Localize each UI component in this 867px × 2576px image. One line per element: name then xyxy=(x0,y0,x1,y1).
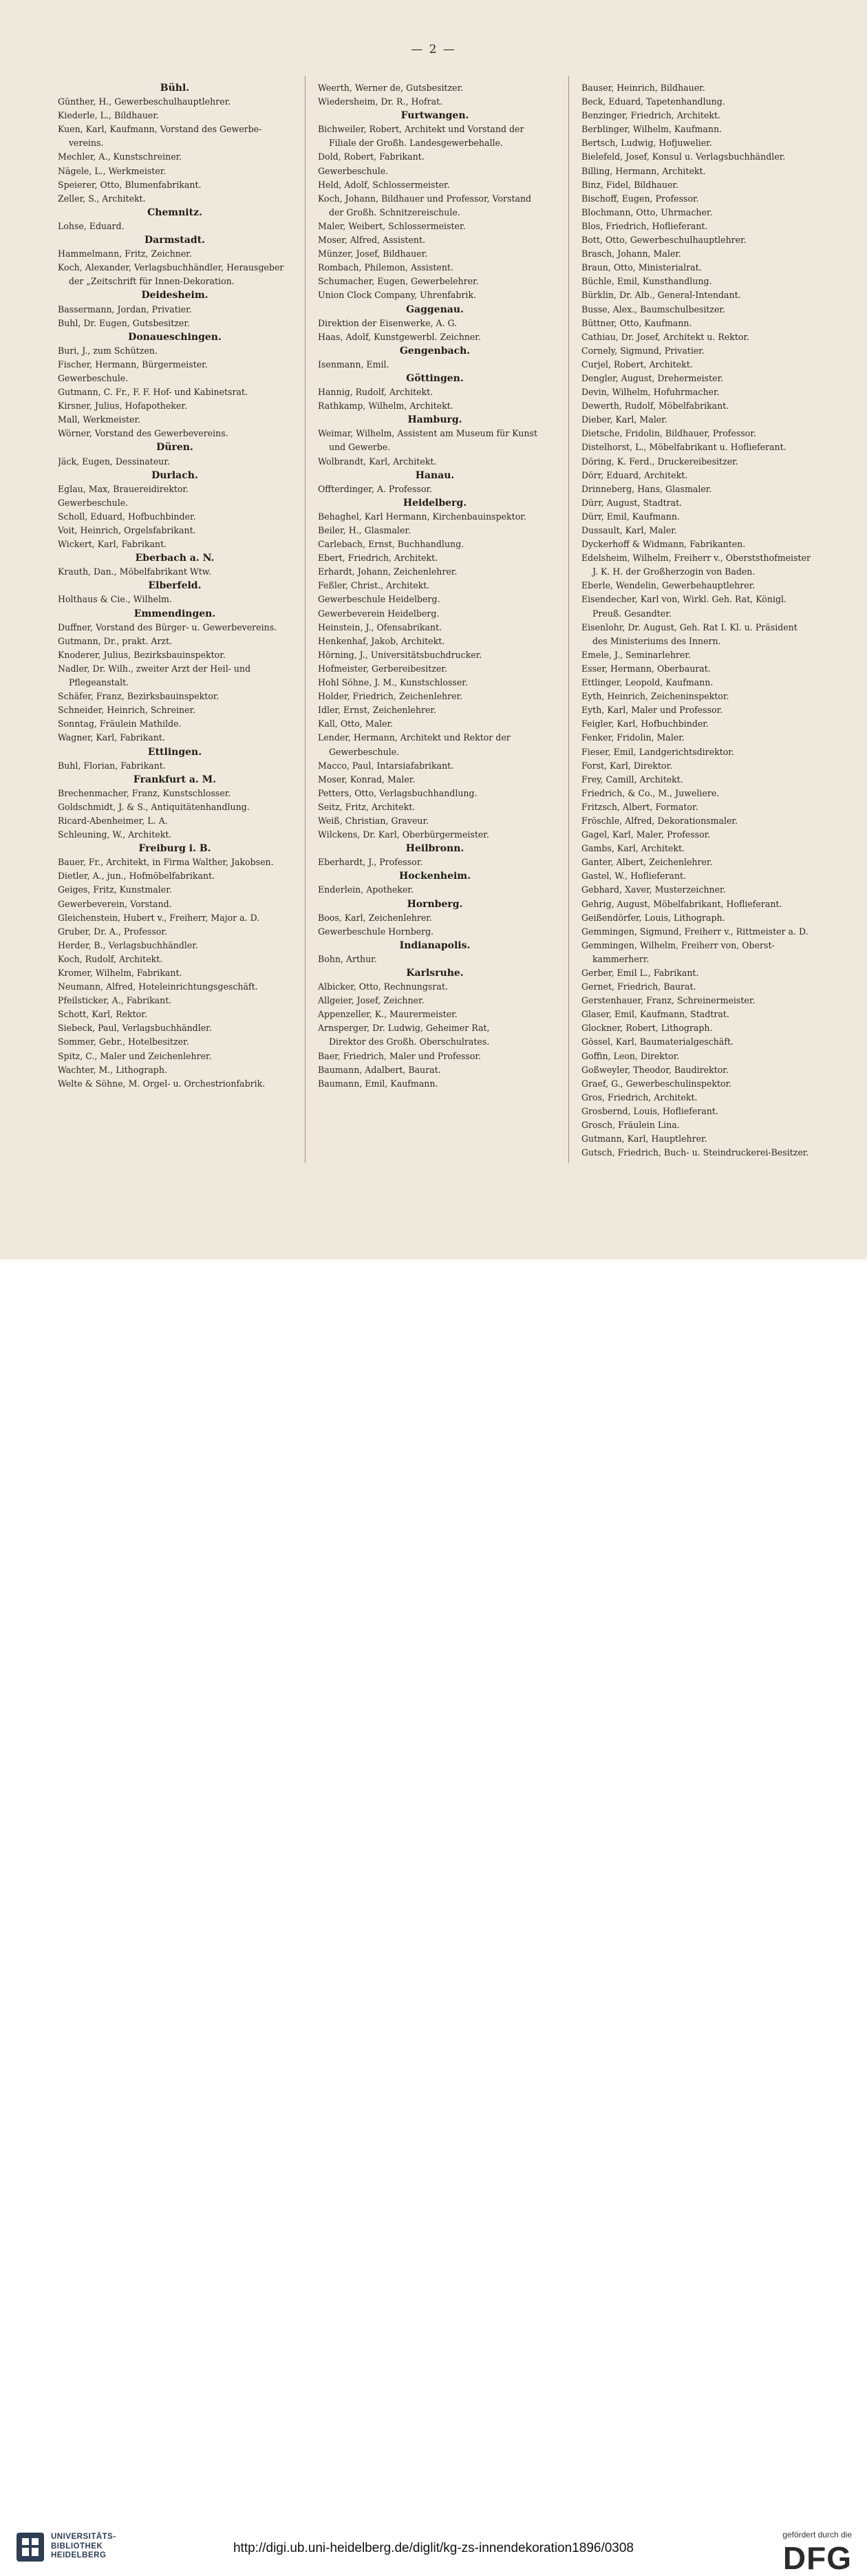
directory-entry: Benzinger, Friedrich, Architekt. xyxy=(581,110,721,121)
directory-entry: Held, Adolf, Schlossermeister. xyxy=(318,179,450,190)
directory-entry: Buhl, Dr. Eugen, Gutsbesitzer. xyxy=(58,317,190,328)
directory-entry: Knoderer, Julius, Bezirksbauinspektor. xyxy=(58,649,226,660)
column-rule xyxy=(305,76,306,1163)
directory-entry: Appenzeller, K., Maurermeister. xyxy=(318,1009,458,1020)
directory-entry: Haas, Adolf, Kunstgewerbl. Zeichner. xyxy=(318,331,481,342)
directory-entry: Behaghel, Karl Hermann, Kirchenbauinspektor. xyxy=(318,511,526,522)
directory-entry: Boos, Karl, Zeichenlehrer. xyxy=(318,912,432,923)
column-2 xyxy=(318,81,552,1091)
directory-entry: Rathkamp, Wilhelm, Architekt. xyxy=(318,401,453,412)
directory-entry: Brechenmacher, Franz, Kunstschlosser. xyxy=(58,787,231,798)
directory-entry: Gewerbeverein Heidelberg. xyxy=(318,608,440,619)
directory-entry: Cathiau, Dr. Josef, Architekt u. Rektor. xyxy=(581,331,750,342)
directory-entry: Bott, Otto, Gewerbeschulhauptlehrer. xyxy=(581,235,747,246)
directory-entry: Wiedersheim, Dr. R., Hofrat. xyxy=(318,96,443,107)
directory-entry: Fritzsch, Albert, Formator. xyxy=(581,801,698,812)
directory-entry: Gewerbeschule. xyxy=(58,497,129,508)
directory-entry: Gemmingen, Sigmund, Freiherr v., Rittmeister a. D. xyxy=(581,926,809,937)
directory-entry: Esser, Hermann, Oberbaurat. xyxy=(581,663,711,674)
city-heading: Furtwangen. xyxy=(400,110,469,122)
directory-entry: Fenker, Fridolin, Maler. xyxy=(581,732,685,743)
directory-entry: Gagel, Karl, Maler, Professor. xyxy=(581,829,711,840)
directory-entry: Kiederle, L., Bildhauer. xyxy=(58,110,159,121)
directory-entry: und Gewerbe. xyxy=(318,442,391,453)
directory-entry: Münzer, Josef, Bildhauer. xyxy=(318,248,428,259)
directory-entry: Scholl, Eduard, Hofbuchbinder. xyxy=(58,511,196,522)
directory-entry: Siebeck, Paul, Verlagsbuchhändler. xyxy=(58,1023,212,1034)
city-heading: Heidelberg. xyxy=(403,497,467,509)
city-heading: Donaueschingen. xyxy=(128,331,222,343)
directory-entry: Isenmann, Emil. xyxy=(318,359,389,370)
directory-entry: Ebert, Friedrich, Architekt. xyxy=(318,553,438,564)
directory-entry: Idler, Ernst, Zeichenlehrer. xyxy=(318,705,437,716)
directory-entry: Schleuning, W., Architekt. xyxy=(58,829,172,840)
directory-entry: Emele, J., Seminarlehrer. xyxy=(581,649,691,660)
directory-entry: Dold, Robert, Fabrikant. xyxy=(318,151,425,162)
directory-entry: Dietler, A., jun., Hofmöbelfabrikant. xyxy=(58,871,215,882)
directory-entry: Koch, Rudolf, Architekt. xyxy=(58,953,163,964)
directory-entry: Feigler, Karl, Hofbuchbinder. xyxy=(581,718,709,730)
directory-entry: Grosch, Fräulein Lina. xyxy=(581,1120,680,1131)
directory-entry: Friedrich, & Co., M., Juweliere. xyxy=(581,787,720,798)
directory-entry: Gernet, Friedrich, Baurat. xyxy=(581,981,696,992)
directory-entry: Preuß. Gesandter. xyxy=(581,608,672,619)
city-heading: Karlsruhe. xyxy=(406,968,464,979)
directory-entry: Dyckerhoff & Widmann, Fabrikanten. xyxy=(581,539,746,550)
directory-entry: Bauer, Fr., Architekt, in Firma Walther, Jakobsen. xyxy=(58,857,274,868)
directory-entry: Gerstenhauer, Franz, Schreinermeister. xyxy=(581,995,756,1006)
directory-entry: Beiler, H., Glasmaler. xyxy=(318,525,411,535)
city-heading: Ettlingen. xyxy=(147,746,202,758)
directory-entry: Petters, Otto, Verlagsbuchhandlung. xyxy=(318,787,478,798)
directory-entry: Baumann, Adalbert, Baurat. xyxy=(318,1064,441,1075)
directory-entry: Union Clock Company, Uhrenfabrik. xyxy=(318,290,477,301)
directory-entry: Gutmann, Karl, Hauptlehrer. xyxy=(581,1133,707,1145)
directory-entry: Gewerbeschule Heidelberg. xyxy=(318,594,440,605)
city-heading: Hanau. xyxy=(415,469,455,481)
directory-entry: Eberle, Wendelin, Gewerbehauptlehrer. xyxy=(581,580,756,591)
directory-entry: Allgeier, Josef, Zeichner. xyxy=(318,995,425,1006)
viewer-footer xyxy=(0,1259,867,2576)
directory-entry: Ettlinger, Leopold, Kaufmann. xyxy=(581,677,714,688)
directory-entry: Bichweiler, Robert, Architekt und Vorstand der xyxy=(318,124,524,135)
directory-entry: Kall, Otto, Maler. xyxy=(318,718,394,730)
directory-entry: Eyth, Karl, Maler und Professor. xyxy=(581,705,723,716)
directory-entry: Gutsch, Friedrich, Buch- u. Steindruckerei-Besitzer. xyxy=(581,1147,809,1158)
directory-entry: Neumann, Alfred, Hoteleinrichtungsgeschäft. xyxy=(58,981,258,992)
directory-entry: J. K. H. der Großherzogin von Baden. xyxy=(581,566,756,577)
directory-entry: Seitz, Fritz, Architekt. xyxy=(318,801,416,812)
city-heading: Gaggenau. xyxy=(406,304,464,315)
directory-entry: Holthaus & Cie., Wilhelm. xyxy=(58,594,172,605)
directory-entry: Dewerth, Rudolf, Möbelfabrikant. xyxy=(581,401,729,412)
directory-entry: Glockner, Robert, Lithograph. xyxy=(581,1023,713,1034)
directory-entry: Graef, G., Gewerbeschulinspektor. xyxy=(581,1078,732,1089)
directory-entry: Jäck, Eugen, Dessinateur. xyxy=(58,456,170,467)
city-heading: Heilbronn. xyxy=(405,843,464,855)
directory-entry: vereins. xyxy=(58,138,104,149)
directory-entry: Lohse, Eduard. xyxy=(58,220,125,231)
directory-entry: Gewerbeverein, Vorstand. xyxy=(58,898,172,909)
directory-entry: Krauth, Dan., Möbelfabrikant Wtw. xyxy=(58,566,212,577)
directory-entry: Blochmann, Otto, Uhrmacher. xyxy=(581,206,713,217)
directory-entry: Wachter, M., Lithograph. xyxy=(58,1064,167,1075)
directory-entry: Goffin, Leon, Direktor. xyxy=(581,1050,680,1061)
column-3 xyxy=(581,81,820,1160)
directory-entry: Gemmingen, Wilhelm, Freiherr von, Oberst- xyxy=(581,939,775,950)
directory-entry: Feßler, Christ., Architekt. xyxy=(318,580,430,591)
directory-entry: Ganter, Albert, Zeichenlehrer. xyxy=(581,857,713,868)
directory-entry: Dussault, Karl, Maler. xyxy=(581,525,677,535)
directory-entry: Gewerbeschule Hornberg. xyxy=(318,926,434,937)
directory-entry: Zeller, S., Architekt. xyxy=(58,193,146,204)
directory-entry: Weimar, Wilhelm, Assistent am Museum für Kunst xyxy=(318,428,537,439)
directory-entry: Wörner, Vorstand des Gewerbevereins. xyxy=(58,428,228,439)
directory-entry: Brasch, Johann, Maler. xyxy=(581,248,681,259)
directory-entry: Pflegeanstalt. xyxy=(58,677,129,688)
city-heading: Frankfurt a. M. xyxy=(133,774,217,785)
directory-entry: Schneider, Heinrich, Schreiner. xyxy=(58,705,196,716)
directory-entry: Kuen, Karl, Kaufmann, Vorstand des Gewerbe- xyxy=(58,124,262,135)
directory-entry: Busse, Alex., Baumschulbesitzer. xyxy=(581,304,726,315)
directory-entry: der „Zeitschrift für Innen-Dekoration. xyxy=(58,276,235,287)
directory-entry: der Großh. Schnitzereischule. xyxy=(318,206,460,217)
directory-entry: Gros, Friedrich, Architekt. xyxy=(581,1092,698,1103)
directory-entry: Dörr, Eduard, Architekt. xyxy=(581,469,688,480)
city-heading: Elberfeld. xyxy=(148,580,202,592)
city-heading: Göttingen. xyxy=(406,372,464,384)
directory-entry: Blos, Friedrich, Hoflieferant. xyxy=(581,220,708,231)
directory-entry: Erhardt, Johann, Zeichenlehrer. xyxy=(318,566,458,577)
directory-entry: Moser, Konrad, Maler. xyxy=(318,774,416,785)
directory-entry: Hofmeister, Gerbereibesitzer. xyxy=(318,663,447,674)
directory-entry: Kromer, Wilhelm, Fabrikant. xyxy=(58,968,182,978)
directory-entry: Dietsche, Fridolin, Bildhauer, Professor. xyxy=(581,428,756,439)
directory-entry: Gutmann, Dr., prakt. Arzt. xyxy=(58,635,173,646)
directory-entry: Forst, Karl, Direktor. xyxy=(581,760,673,771)
directory-entry: Schott, Karl, Rektor. xyxy=(58,1009,147,1020)
directory-entry: Heinstein, J., Ofensabrikant. xyxy=(318,621,442,632)
city-heading: Düren. xyxy=(156,442,193,454)
directory-entry: Arnsperger, Dr. Ludwig, Geheimer Rat, xyxy=(318,1023,490,1034)
city-heading: Bühl. xyxy=(160,83,190,94)
directory-entry: Goldschmidt, J. & S., Antiquitätenhandlung. xyxy=(58,801,250,812)
directory-entry: Bauser, Heinrich, Bildhauer. xyxy=(581,83,705,93)
directory-entry: Wickert, Karl, Fabrikant. xyxy=(58,539,167,550)
directory-entry: Gutmann, C. Fr., F. F. Hof- und Kabinetsrat. xyxy=(58,387,248,398)
directory-entry: Fröschle, Alfred, Dekorationsmaler. xyxy=(581,815,738,826)
directory-entry: Bertsch, Ludwig, Hofjuwelier. xyxy=(581,138,712,149)
library-line: HEIDELBERG xyxy=(51,2551,107,2559)
directory-entry: Gastel, W., Hoflieferant. xyxy=(581,871,687,882)
directory-entry: Sonntag, Fräulein Mathilde. xyxy=(58,718,182,730)
page-number: — 2 — xyxy=(411,43,456,56)
directory-entry: Albicker, Otto, Rechnungsrat. xyxy=(318,981,448,992)
directory-entry: Nägele, L., Werkmeister. xyxy=(58,165,167,176)
directory-entry: Mall, Werkmeister. xyxy=(58,414,141,425)
directory-entry: Wagner, Karl, Fabrikant. xyxy=(58,732,165,743)
directory-entry: Gleichenstein, Hubert v., Freiherr, Major a. D. xyxy=(58,912,260,923)
directory-entry: Spitz, C., Maler und Zeichenlehrer. xyxy=(58,1050,212,1061)
directory-entry: Grosbernd, Louis, Hoflieferant. xyxy=(581,1105,718,1116)
directory-entry: Devin, Wilhelm, Hofuhrmacher. xyxy=(581,387,720,398)
directory-entry: Eisendecher, Karl von, Wirkl. Geh. Rat, Königl. xyxy=(581,594,786,605)
directory-entry: Moser, Alfred, Assistent. xyxy=(318,235,425,246)
column-rule xyxy=(568,76,569,1163)
directory-entry: Baumann, Emil, Kaufmann. xyxy=(318,1078,438,1089)
directory-entry: Holder, Friedrich, Zeichenlehrer. xyxy=(318,691,463,702)
document-url[interactable]: http://digi.ub.uni-heidelberg.de/diglit/kg-zs-innendekoration1896/0308 xyxy=(233,2541,634,2555)
directory-entry: Bischoff, Eugen, Professor. xyxy=(581,193,699,204)
directory-entry: Koch, Alexander, Verlagsbuchhändler, Herausgeber xyxy=(58,262,284,273)
directory-entry: Gambs, Karl, Architekt. xyxy=(581,843,685,854)
directory-entry: Gewerbeschule. xyxy=(318,746,400,757)
directory-entry: Offterdinger, A. Professor. xyxy=(318,483,432,494)
directory-entry: Lender, Hermann, Architekt und Rektor der xyxy=(318,732,511,743)
directory-entry: Nadler, Dr. Wilh., zweiter Arzt der Heil- und xyxy=(58,663,251,674)
directory-entry: Billing, Hermann, Architekt. xyxy=(581,165,706,176)
city-heading: Chemnitz. xyxy=(147,206,202,218)
directory-entry: Braun, Otto, Ministerialrat. xyxy=(581,262,702,273)
directory-entry: Gehrig, August, Möbelfabrikant, Hoflieferant. xyxy=(581,898,782,909)
directory-entry: Cornely, Sigmund, Privatier. xyxy=(581,345,705,356)
directory-entry: Pfeilsticker, A., Fabrikant. xyxy=(58,995,172,1006)
directory-entry: Macco, Paul, Intarsiafabrikant. xyxy=(318,760,454,771)
city-heading: Darmstadt. xyxy=(144,235,205,246)
directory-entry: Gewerbeschule. xyxy=(318,165,389,176)
funder-caption: gefördert durch die xyxy=(782,2530,852,2540)
directory-entry: Dürr, Emil, Kaufmann. xyxy=(581,511,680,522)
directory-entry: Glaser, Emil, Kaufmann, Stadtrat. xyxy=(581,1009,729,1020)
directory-entry: Wilckens, Dr. Karl, Oberbürgermeister. xyxy=(318,829,489,840)
directory-entry: Sommer, Gebr., Hotelbesitzer. xyxy=(58,1036,189,1047)
directory-entry: Edelsheim, Wilhelm, Freiherr v., Oberststhofmeister xyxy=(581,553,811,564)
directory-entry: Fieser, Emil, Landgerichtsdirektor. xyxy=(581,746,734,757)
directory-entry: Herder, B., Verlagsbuchhändler. xyxy=(58,939,198,950)
directory-entry: Rombach, Philemon, Assistent. xyxy=(318,262,453,273)
directory-entry: Buri, J., zum Schützen. xyxy=(58,345,158,356)
city-heading: Indianapolis. xyxy=(399,939,471,951)
directory-entry: Goßweyler, Theodor, Baudirektor. xyxy=(581,1064,729,1075)
directory-entry: Bürklin, Dr. Alb., General-Intendant. xyxy=(581,290,741,301)
city-heading: Freiburg i. B. xyxy=(138,843,211,855)
directory-entry: Schumacher, Eugen, Gewerbelehrer. xyxy=(318,276,479,287)
directory-entry: Henkenhaf, Jakob, Architekt. xyxy=(318,635,445,646)
directory-entry: Mechler, A., Kunstschreiner. xyxy=(58,151,182,162)
directory-entry: Hammelmann, Fritz, Zeichner. xyxy=(58,248,192,259)
directory-entry: Fischer, Hermann, Bürgermeister. xyxy=(58,359,208,370)
directory-entry: Frey, Camill, Architekt. xyxy=(581,774,683,785)
directory-entry: Maler, Weibert, Schlossermeister. xyxy=(318,220,466,231)
directory-entry: Hörning, J., Universitätsbuchdrucker. xyxy=(318,649,482,660)
directory-entry: Gruber, Dr. A., Professor. xyxy=(58,926,167,937)
scanned-page xyxy=(0,0,867,1259)
directory-entry: Bohn, Arthur. xyxy=(318,953,377,964)
directory-entry: Büchle, Emil, Kunsthandlung. xyxy=(581,276,712,287)
directory-entry: Eberhardt, J., Professor. xyxy=(318,857,423,868)
directory-entry: Direktor des Großh. Oberschulrates. xyxy=(318,1036,490,1047)
directory-entry: Hohl Söhne, J. M., Kunstschlosser. xyxy=(318,677,468,688)
directory-entry: Speierer, Otto, Blumenfabrikant. xyxy=(58,179,202,190)
city-heading: Emmendingen. xyxy=(133,608,216,619)
library-line: BIBLIOTHEK xyxy=(51,2542,103,2551)
directory-entry: Berblinger, Wilhelm, Kaufmann. xyxy=(581,124,722,135)
column-1 xyxy=(58,81,292,1091)
directory-entry: Curjel, Robert, Architekt. xyxy=(581,359,693,370)
directory-entry: Koch, Johann, Bildhauer und Professor, Vorstand xyxy=(318,193,532,204)
city-heading: Durlach. xyxy=(151,469,198,481)
directory-entry: Direktion der Eisenwerke, A. G. xyxy=(318,317,458,328)
directory-entry: Filiale der Großh. Landesgewerbehalle. xyxy=(318,138,503,149)
city-heading: Hockenheim. xyxy=(399,871,471,882)
directory-entry: Distelhorst, L., Möbelfabrikant u. Hoflieferant. xyxy=(581,442,786,453)
city-heading: Hamburg. xyxy=(407,414,462,426)
city-heading: Gengenbach. xyxy=(399,345,471,356)
directory-entry: Enderlein, Apotheker. xyxy=(318,884,414,895)
directory-entry: Gewerbeschule. xyxy=(58,372,129,383)
city-heading: Eberbach a. N. xyxy=(135,553,215,564)
directory-entry: des Ministeriums des Innern. xyxy=(581,635,721,646)
directory-entry: Gerber, Emil L., Fabrikant. xyxy=(581,968,699,978)
directory-entry: Wolbrandt, Karl, Architekt. xyxy=(318,456,437,467)
directory-entry: Bassermann, Jordan, Privatier. xyxy=(58,304,192,315)
directory-entry: Geißendörfer, Louis, Lithograph. xyxy=(581,912,725,923)
directory-entry: Beck, Eduard, Tapetenhandlung. xyxy=(581,96,725,107)
directory-entry: Eyth, Heinrich, Zeicheninspektor. xyxy=(581,691,729,702)
directory-entry: Schäfer, Franz, Bezirksbauinspektor. xyxy=(58,691,220,702)
directory-entry: Bielefeld, Josef, Konsul u. Verlagsbuchhändler. xyxy=(581,151,786,162)
directory-entry: Ricard-Abenheimer, L. A. xyxy=(58,815,168,826)
directory-entry: Büttner, Otto, Kaufmann. xyxy=(581,317,692,328)
directory-entry: Welte & Söhne, M. Orgel- u. Orchestrionfabrik. xyxy=(58,1078,266,1089)
directory-entry: Dieber, Karl, Maler. xyxy=(581,414,667,425)
city-heading: Hornberg. xyxy=(407,898,463,910)
directory-entry: Weerth, Werner de, Gutsbesitzer. xyxy=(318,83,464,93)
directory-entry: Baer, Friedrich, Maler und Professor. xyxy=(318,1050,482,1061)
directory-entry: Dengler, August, Drehermeister. xyxy=(581,372,724,383)
city-heading: Deidesheim. xyxy=(141,290,208,301)
directory-entry: Buhl, Florian, Fabrikant. xyxy=(58,760,166,771)
directory-entry: kammerherr. xyxy=(581,953,650,964)
directory-entry: Dürr, August, Stadtrat. xyxy=(581,497,683,508)
directory-entry: Günther, H., Gewerbeschulhauptlehrer. xyxy=(58,96,231,107)
directory-entry: Kirsner, Julius, Hofapotheker. xyxy=(58,401,187,412)
directory-entry: Hannig, Rudolf, Architekt. xyxy=(318,387,434,398)
directory-entry: Binz, Fidel, Bildhauer. xyxy=(581,179,679,190)
directory-entry: Geiges, Fritz, Kunstmaler. xyxy=(58,884,172,895)
directory-entry: Voit, Heinrich, Orgelsfabrikant. xyxy=(58,525,196,535)
directory-entry: Eglau, Max, Brauereidirektor. xyxy=(58,483,189,494)
directory-entry: Gössel, Karl, Baumaterialgeschäft. xyxy=(581,1036,734,1047)
directory-entry: Weiß, Christian, Graveur. xyxy=(318,815,429,826)
library-line: UNIVERSITÄTS- xyxy=(51,2533,116,2541)
directory-entry: Duffner, Vorstand des Bürger- u. Gewerbevereins. xyxy=(58,621,277,632)
directory-entry: Döring, K. Ferd., Druckereibesitzer. xyxy=(581,456,738,467)
directory-entry: Drinneberg, Hans, Glasmaler. xyxy=(581,483,712,494)
directory-entry: Carlebach, Ernst, Buchhandlung. xyxy=(318,539,464,550)
directory-entry: Gebhard, Xaver, Musterzeichner. xyxy=(581,884,726,895)
dfg-logo: DFG xyxy=(782,2540,852,2576)
directory-entry: Eisenlohr, Dr. August, Geh. Rat I. Kl. u. Präsident xyxy=(581,621,798,632)
